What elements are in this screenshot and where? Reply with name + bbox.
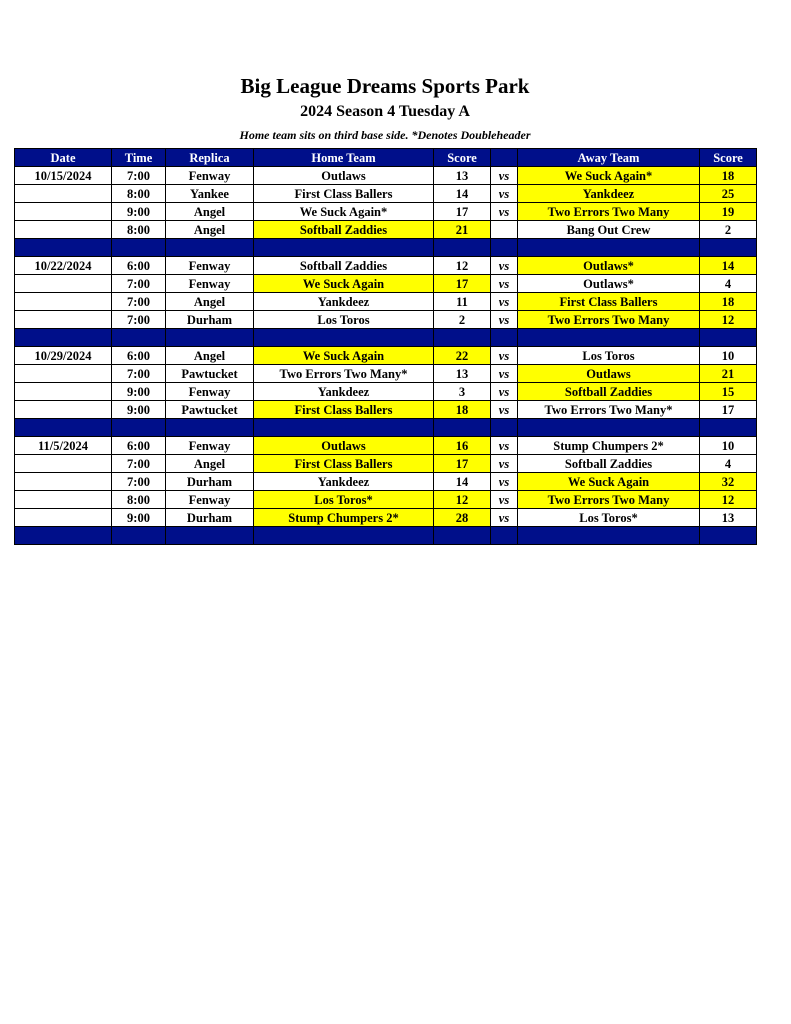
away-score-cell: 18 [700, 167, 757, 185]
vs-cell: vs [491, 167, 518, 185]
separator-cell [15, 329, 112, 347]
away-score-cell: 17 [700, 401, 757, 419]
away-score-cell: 18 [700, 293, 757, 311]
replica-field-cell: Angel [166, 203, 254, 221]
separator-cell [434, 419, 491, 437]
week-separator-row [15, 527, 757, 545]
column-header-date: Date [15, 149, 112, 167]
vs-cell: vs [491, 257, 518, 275]
separator-cell [491, 527, 518, 545]
separator-cell [700, 329, 757, 347]
table-row [15, 365, 757, 383]
vs-cell: vs [491, 365, 518, 383]
date-cell: 11/5/2024 [15, 437, 112, 455]
column-header-away-score: Score [700, 149, 757, 167]
separator-cell [112, 239, 166, 257]
home-score-cell: 28 [434, 509, 491, 527]
separator-cell [434, 527, 491, 545]
time-cell: 9:00 [112, 401, 166, 419]
table-row [15, 293, 757, 311]
home-team-cell: Yankdeez [254, 473, 434, 491]
week-separator-row [15, 419, 757, 437]
column-header-away-team: Away Team [518, 149, 700, 167]
table-row [15, 491, 757, 509]
table-row [15, 203, 757, 221]
table-row [15, 383, 757, 401]
separator-cell [700, 239, 757, 257]
time-cell: 9:00 [112, 383, 166, 401]
away-team-cell: Yankdeez [518, 185, 700, 203]
separator-cell [15, 239, 112, 257]
separator-cell [166, 527, 254, 545]
date-cell [15, 275, 112, 293]
date-cell: 10/29/2024 [15, 347, 112, 365]
vs-cell: vs [491, 455, 518, 473]
vs-cell [491, 221, 518, 239]
home-score-cell: 17 [434, 455, 491, 473]
date-cell [15, 365, 112, 383]
column-header-time: Time [112, 149, 166, 167]
home-score-cell: 16 [434, 437, 491, 455]
date-cell [15, 203, 112, 221]
column-header-home-team: Home Team [254, 149, 434, 167]
time-cell: 6:00 [112, 437, 166, 455]
home-team-cell: Yankdeez [254, 383, 434, 401]
away-team-cell: We Suck Again* [518, 167, 700, 185]
date-cell [15, 185, 112, 203]
home-team-cell: Outlaws [254, 437, 434, 455]
replica-field-cell: Fenway [166, 491, 254, 509]
vs-cell: vs [491, 203, 518, 221]
column-header-home-score: Score [434, 149, 491, 167]
date-cell [15, 293, 112, 311]
separator-cell [434, 329, 491, 347]
separator-cell [166, 329, 254, 347]
separator-cell [112, 329, 166, 347]
table-row [15, 185, 757, 203]
away-score-cell: 12 [700, 311, 757, 329]
home-score-cell: 14 [434, 473, 491, 491]
page-title: Big League Dreams Sports Park [240, 74, 530, 98]
home-score-cell: 14 [434, 185, 491, 203]
vs-cell: vs [491, 473, 518, 491]
table-row [15, 311, 757, 329]
replica-field-cell: Fenway [166, 257, 254, 275]
date-cell [15, 221, 112, 239]
away-score-cell: 15 [700, 383, 757, 401]
week-separator-row [15, 239, 757, 257]
replica-field-cell: Pawtucket [166, 365, 254, 383]
replica-field-cell: Angel [166, 347, 254, 365]
table-row [15, 455, 757, 473]
table-row [15, 347, 757, 365]
replica-field-cell: Angel [166, 455, 254, 473]
time-cell: 9:00 [112, 203, 166, 221]
home-score-cell: 2 [434, 311, 491, 329]
away-team-cell: First Class Ballers [518, 293, 700, 311]
date-cell: 10/15/2024 [15, 167, 112, 185]
away-score-cell: 19 [700, 203, 757, 221]
vs-cell: vs [491, 293, 518, 311]
replica-field-cell: Yankee [166, 185, 254, 203]
time-cell: 8:00 [112, 185, 166, 203]
home-score-cell: 18 [434, 401, 491, 419]
home-team-cell: Softball Zaddies [254, 221, 434, 239]
date-cell [15, 491, 112, 509]
separator-cell [518, 329, 700, 347]
date-cell: 10/22/2024 [15, 257, 112, 275]
separator-cell [15, 527, 112, 545]
home-team-cell: Outlaws [254, 167, 434, 185]
home-score-cell: 13 [434, 167, 491, 185]
time-cell: 7:00 [112, 473, 166, 491]
separator-cell [491, 419, 518, 437]
home-score-cell: 22 [434, 347, 491, 365]
replica-field-cell: Durham [166, 311, 254, 329]
away-team-cell: Two Errors Two Many* [518, 401, 700, 419]
away-score-cell: 4 [700, 455, 757, 473]
separator-cell [254, 239, 434, 257]
table-row [15, 437, 757, 455]
time-cell: 7:00 [112, 365, 166, 383]
away-team-cell: Los Toros [518, 347, 700, 365]
table-row [15, 473, 757, 491]
home-score-cell: 11 [434, 293, 491, 311]
away-score-cell: 14 [700, 257, 757, 275]
time-cell: 7:00 [112, 455, 166, 473]
vs-cell: vs [491, 311, 518, 329]
vs-cell: vs [491, 185, 518, 203]
separator-cell [112, 527, 166, 545]
home-team-cell: First Class Ballers [254, 401, 434, 419]
vs-cell: vs [491, 509, 518, 527]
away-score-cell: 32 [700, 473, 757, 491]
away-team-cell: Los Toros* [518, 509, 700, 527]
replica-field-cell: Pawtucket [166, 401, 254, 419]
home-team-cell: We Suck Again [254, 347, 434, 365]
home-team-cell: First Class Ballers [254, 455, 434, 473]
home-score-cell: 21 [434, 221, 491, 239]
date-cell [15, 455, 112, 473]
vs-cell: vs [491, 275, 518, 293]
vs-cell: vs [491, 491, 518, 509]
away-score-cell: 10 [700, 437, 757, 455]
vs-cell: vs [491, 347, 518, 365]
home-team-cell: Stump Chumpers 2* [254, 509, 434, 527]
away-team-cell: Two Errors Two Many [518, 491, 700, 509]
away-score-cell: 13 [700, 509, 757, 527]
table-row [15, 221, 757, 239]
away-score-cell: 12 [700, 491, 757, 509]
away-team-cell: Stump Chumpers 2* [518, 437, 700, 455]
table-row [15, 167, 757, 185]
vs-cell: vs [491, 401, 518, 419]
replica-field-cell: Fenway [166, 167, 254, 185]
away-team-cell: Two Errors Two Many [518, 203, 700, 221]
date-cell [15, 383, 112, 401]
date-cell [15, 311, 112, 329]
separator-cell [112, 419, 166, 437]
table-row [15, 275, 757, 293]
replica-field-cell: Durham [166, 509, 254, 527]
separator-cell [491, 329, 518, 347]
separator-cell [700, 527, 757, 545]
vs-cell: vs [491, 437, 518, 455]
replica-field-cell: Angel [166, 293, 254, 311]
separator-cell [254, 419, 434, 437]
home-team-cell: Los Toros* [254, 491, 434, 509]
time-cell: 6:00 [112, 347, 166, 365]
separator-cell [15, 419, 112, 437]
away-score-cell: 25 [700, 185, 757, 203]
home-team-cell: Yankdeez [254, 293, 434, 311]
column-header-vs [491, 149, 518, 167]
table-header-row [15, 149, 757, 167]
table-row [15, 401, 757, 419]
time-cell: 7:00 [112, 275, 166, 293]
home-score-cell: 17 [434, 203, 491, 221]
column-header-replica: Replica [166, 149, 254, 167]
separator-cell [254, 527, 434, 545]
week-separator-row [15, 329, 757, 347]
date-cell [15, 509, 112, 527]
time-cell: 9:00 [112, 509, 166, 527]
home-team-cell: We Suck Again [254, 275, 434, 293]
separator-cell [434, 239, 491, 257]
home-team-cell: Los Toros [254, 311, 434, 329]
home-score-cell: 12 [434, 257, 491, 275]
replica-field-cell: Fenway [166, 275, 254, 293]
separator-cell [166, 419, 254, 437]
replica-field-cell: Fenway [166, 383, 254, 401]
away-score-cell: 21 [700, 365, 757, 383]
time-cell: 8:00 [112, 221, 166, 239]
table-row [15, 257, 757, 275]
time-cell: 7:00 [112, 167, 166, 185]
date-cell [15, 401, 112, 419]
date-cell [15, 473, 112, 491]
away-score-cell: 4 [700, 275, 757, 293]
home-team-cell: We Suck Again* [254, 203, 434, 221]
separator-cell [518, 239, 700, 257]
away-team-cell: Outlaws* [518, 275, 700, 293]
table-row [15, 509, 757, 527]
home-score-cell: 3 [434, 383, 491, 401]
away-team-cell: Softball Zaddies [518, 383, 700, 401]
separator-cell [491, 239, 518, 257]
away-team-cell: Outlaws* [518, 257, 700, 275]
time-cell: 7:00 [112, 311, 166, 329]
replica-field-cell: Durham [166, 473, 254, 491]
home-team-cell: Softball Zaddies [254, 257, 434, 275]
away-team-cell: Softball Zaddies [518, 455, 700, 473]
time-cell: 7:00 [112, 293, 166, 311]
separator-cell [700, 419, 757, 437]
replica-field-cell: Fenway [166, 437, 254, 455]
separator-cell [518, 419, 700, 437]
home-score-cell: 13 [434, 365, 491, 383]
home-score-cell: 17 [434, 275, 491, 293]
schedule-table [14, 148, 757, 545]
home-team-cell: Two Errors Two Many* [254, 365, 434, 383]
home-score-cell: 12 [434, 491, 491, 509]
separator-cell [166, 239, 254, 257]
home-team-cell: First Class Ballers [254, 185, 434, 203]
away-team-cell: Two Errors Two Many [518, 311, 700, 329]
time-cell: 6:00 [112, 257, 166, 275]
away-team-cell: Bang Out Crew [518, 221, 700, 239]
time-cell: 8:00 [112, 491, 166, 509]
separator-cell [518, 527, 700, 545]
away-score-cell: 10 [700, 347, 757, 365]
page-note: Home team sits on third base side. *Denotes Doubleheader [239, 128, 531, 142]
page-subtitle: 2024 Season 4 Tuesday A [300, 103, 470, 120]
separator-cell [254, 329, 434, 347]
replica-field-cell: Angel [166, 221, 254, 239]
away-team-cell: We Suck Again [518, 473, 700, 491]
vs-cell: vs [491, 383, 518, 401]
away-score-cell: 2 [700, 221, 757, 239]
away-team-cell: Outlaws [518, 365, 700, 383]
